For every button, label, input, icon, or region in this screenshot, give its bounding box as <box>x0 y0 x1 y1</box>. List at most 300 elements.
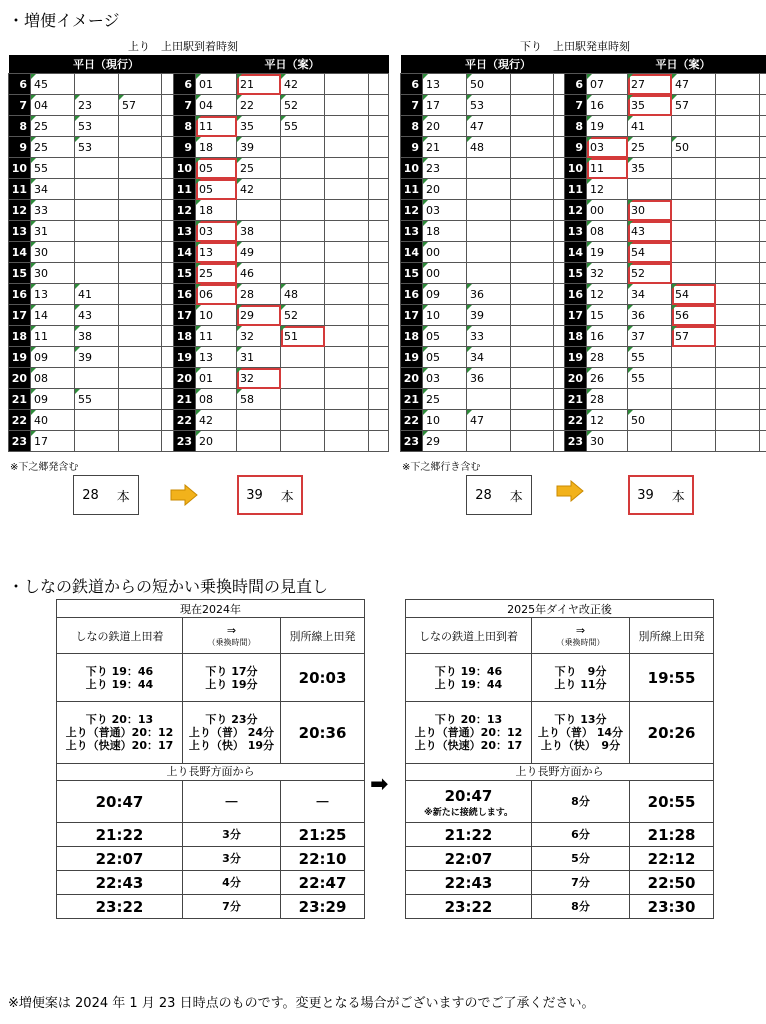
arrival-cell <box>57 654 183 702</box>
departure-cell: 20:36 <box>281 702 365 764</box>
timetable-row <box>565 200 766 221</box>
minute-cell: 35 <box>628 158 672 179</box>
up-proposed-count-unit: 本 <box>280 489 294 505</box>
minute-cell: 13 <box>423 74 467 95</box>
timetable-row <box>174 284 389 305</box>
departure-cell: 20:26 <box>630 702 714 764</box>
timetable-row <box>565 263 766 284</box>
hour-cell: 14 <box>174 242 196 263</box>
minute-cell <box>325 305 369 326</box>
minute-cell: 38 <box>75 326 119 347</box>
minute-cell: 12 <box>587 284 628 305</box>
timetable-row <box>174 326 389 347</box>
hour-cell: 22 <box>9 410 31 431</box>
hour-cell: 13 <box>401 221 423 242</box>
minute-cell: 46 <box>237 263 281 284</box>
minute-cell <box>760 74 766 95</box>
minute-cell <box>119 179 162 200</box>
transfer-line: 下り 23分 <box>205 713 258 726</box>
minute-cell: 47 <box>672 74 716 95</box>
arrival-cell <box>57 702 183 764</box>
minute-cell: 39 <box>75 347 119 368</box>
minute-cell: 43 <box>628 221 672 242</box>
minute-cell <box>369 347 389 368</box>
timetable-row <box>401 158 574 179</box>
minute-cell <box>760 200 766 221</box>
minute-cell <box>467 221 511 242</box>
minute-cell: 57 <box>119 95 162 116</box>
minute-cell <box>119 347 162 368</box>
col-header-arrival: しなの鉄道上田着 <box>57 618 183 654</box>
minute-cell: 35 <box>628 95 672 116</box>
minute-cell <box>75 74 119 95</box>
minute-cell <box>281 389 325 410</box>
departure-cell: 22:47 <box>281 871 365 895</box>
minute-cell <box>511 326 554 347</box>
minute-cell: 13 <box>196 347 237 368</box>
minute-cell <box>369 326 389 347</box>
section-title-transfer: ・しなの鉄道からの短かい乗換時間の見直し <box>8 577 329 596</box>
minute-cell: 36 <box>467 368 511 389</box>
up-caption-dir: 上り <box>128 40 150 53</box>
minute-cell <box>760 368 766 389</box>
transfer-line: 上り（快） 19分 <box>188 739 275 752</box>
transfer-cell <box>532 654 630 702</box>
hour-cell: 16 <box>565 284 587 305</box>
minute-cell: 52 <box>628 263 672 284</box>
minute-cell: 07 <box>587 74 628 95</box>
hour-cell: 16 <box>174 284 196 305</box>
minute-cell: 21 <box>423 137 467 158</box>
hour-cell: 9 <box>401 137 423 158</box>
minute-cell <box>716 368 760 389</box>
departure-cell: 20:55 <box>630 781 714 823</box>
hour-cell: 19 <box>9 347 31 368</box>
minute-cell: 49 <box>237 242 281 263</box>
arrival-cell: 23:22 <box>57 895 183 919</box>
hour-header <box>401 55 423 74</box>
hour-cell: 11 <box>401 179 423 200</box>
minute-cell <box>716 305 760 326</box>
minute-cell <box>511 116 554 137</box>
timetable-row <box>565 179 766 200</box>
minute-cell <box>628 389 672 410</box>
hour-cell: 7 <box>174 95 196 116</box>
hour-cell: 14 <box>565 242 587 263</box>
minute-cell <box>325 347 369 368</box>
section-title-increase: ・増便イメージ <box>8 11 120 30</box>
minute-cell: 00 <box>423 263 467 284</box>
minute-cell <box>760 389 766 410</box>
minute-cell <box>119 137 162 158</box>
timetable-row <box>401 410 574 431</box>
arrival-cell: 21:22 <box>406 823 532 847</box>
minute-cell <box>369 410 389 431</box>
minute-cell <box>716 221 760 242</box>
minute-cell <box>511 137 554 158</box>
minute-cell: 15 <box>587 305 628 326</box>
hour-cell: 20 <box>174 368 196 389</box>
transfer-cell: － <box>183 781 281 823</box>
timetable-row <box>9 368 182 389</box>
minute-cell: 13 <box>196 242 237 263</box>
down-current-count-value: 28 <box>475 487 492 503</box>
minute-cell: 32 <box>237 368 281 389</box>
timetable-row <box>565 242 766 263</box>
timetable-row <box>565 137 766 158</box>
minute-cell: 08 <box>587 221 628 242</box>
minute-cell <box>628 431 672 452</box>
minute-cell: 25 <box>628 137 672 158</box>
minute-cell <box>511 347 554 368</box>
arrow-icon: ⇒ <box>226 623 237 637</box>
minute-cell: 08 <box>31 368 75 389</box>
minute-cell <box>716 74 760 95</box>
minute-cell <box>281 347 325 368</box>
departure-cell: 20:03 <box>281 654 365 702</box>
hour-cell: 18 <box>401 326 423 347</box>
minute-cell: 48 <box>467 137 511 158</box>
minute-cell <box>511 284 554 305</box>
timetable-row <box>174 158 389 179</box>
minute-cell: 32 <box>237 326 281 347</box>
hour-cell: 10 <box>565 158 587 179</box>
minute-cell: 06 <box>196 284 237 305</box>
timetable-row <box>401 326 574 347</box>
minute-cell <box>237 410 281 431</box>
minute-cell <box>237 431 281 452</box>
minute-cell <box>325 200 369 221</box>
minute-cell <box>281 158 325 179</box>
transfer-sub: （乗換時間） <box>556 637 605 647</box>
minute-cell <box>760 95 766 116</box>
minute-cell: 53 <box>75 116 119 137</box>
minute-cell <box>716 431 760 452</box>
minute-cell: 05 <box>196 158 237 179</box>
timetable-row <box>174 221 389 242</box>
transfer-line: 上り 11分 <box>554 677 607 691</box>
minute-cell: 54 <box>628 242 672 263</box>
departure-cell: 23:30 <box>630 895 714 919</box>
minute-cell: 18 <box>196 137 237 158</box>
minute-cell <box>672 347 716 368</box>
minute-cell <box>75 221 119 242</box>
minute-cell: 50 <box>672 137 716 158</box>
timetable-down-current <box>400 55 574 452</box>
minute-cell <box>467 242 511 263</box>
minute-cell: 20 <box>423 179 467 200</box>
minute-cell: 25 <box>423 389 467 410</box>
col-header-transfer <box>532 618 630 654</box>
minute-cell <box>369 284 389 305</box>
transfer-cell: 5分 <box>532 847 630 871</box>
minute-cell <box>325 242 369 263</box>
minute-cell <box>369 263 389 284</box>
minute-cell <box>467 389 511 410</box>
timetable-row <box>401 389 574 410</box>
hour-cell: 15 <box>9 263 31 284</box>
minute-cell: 28 <box>587 389 628 410</box>
minute-cell <box>672 368 716 389</box>
arrival-cell: 22:07 <box>57 847 183 871</box>
timetable-header: 平日（案） <box>196 55 389 74</box>
hour-cell: 10 <box>9 158 31 179</box>
minute-cell: 57 <box>672 95 716 116</box>
timetable-row <box>565 221 766 242</box>
minute-cell <box>325 284 369 305</box>
arrival-line: 下り 20：13 <box>434 713 503 726</box>
minute-cell <box>119 74 162 95</box>
minute-cell <box>369 242 389 263</box>
hour-cell: 7 <box>9 95 31 116</box>
minute-cell <box>237 200 281 221</box>
minute-cell: 50 <box>467 74 511 95</box>
hour-cell: 17 <box>174 305 196 326</box>
timetable-row <box>174 179 389 200</box>
minute-cell: 11 <box>587 158 628 179</box>
arrival-cell: 22:43 <box>57 871 183 895</box>
minute-cell <box>672 116 716 137</box>
hour-cell: 22 <box>401 410 423 431</box>
minute-cell <box>672 158 716 179</box>
arrival-line: 下り 19：46 <box>434 664 503 678</box>
up-caption <box>128 38 238 54</box>
minute-cell: 45 <box>31 74 75 95</box>
departure-cell: － <box>281 781 365 823</box>
minute-cell <box>672 179 716 200</box>
minute-cell <box>760 284 766 305</box>
minute-cell: 38 <box>237 221 281 242</box>
up-current-count <box>73 475 139 515</box>
minute-cell <box>325 431 369 452</box>
minute-cell: 39 <box>237 137 281 158</box>
minute-cell <box>716 116 760 137</box>
minute-cell: 41 <box>628 116 672 137</box>
hour-cell: 20 <box>401 368 423 389</box>
minute-cell <box>511 368 554 389</box>
minute-cell <box>716 95 760 116</box>
minute-cell: 31 <box>237 347 281 368</box>
timetable-row <box>174 242 389 263</box>
minute-cell <box>119 410 162 431</box>
minute-cell: 19 <box>587 242 628 263</box>
minute-cell <box>75 200 119 221</box>
minute-cell: 55 <box>75 389 119 410</box>
minute-cell: 25 <box>196 263 237 284</box>
minute-cell <box>467 179 511 200</box>
arrival-cell: 21:22 <box>57 823 183 847</box>
timetable-row <box>174 137 389 158</box>
up-note: ※下之郷発含む <box>10 462 79 473</box>
minute-cell <box>511 431 554 452</box>
hour-cell: 23 <box>174 431 196 452</box>
hour-cell: 19 <box>565 347 587 368</box>
hour-header <box>9 55 31 74</box>
transfer-sub: （乗換時間） <box>207 637 256 647</box>
departure-cell: 23:29 <box>281 895 365 919</box>
minute-cell <box>119 305 162 326</box>
timetable-row <box>174 74 389 95</box>
minute-cell: 12 <box>587 410 628 431</box>
minute-cell: 30 <box>31 263 75 284</box>
subhead-nagano: 上り長野方面から <box>406 764 714 781</box>
minute-cell: 30 <box>31 242 75 263</box>
minute-cell <box>511 263 554 284</box>
minute-cell <box>75 368 119 389</box>
arrival-cell: 22:43 <box>406 871 532 895</box>
timetable-row <box>565 95 766 116</box>
timetable-row <box>565 389 766 410</box>
minute-cell <box>511 389 554 410</box>
arrival-cell <box>406 702 532 764</box>
minute-cell <box>760 326 766 347</box>
minute-cell: 16 <box>587 326 628 347</box>
minute-cell <box>369 95 389 116</box>
minute-cell: 36 <box>467 284 511 305</box>
transfer-cell: 6分 <box>532 823 630 847</box>
minute-cell <box>760 242 766 263</box>
minute-cell: 26 <box>587 368 628 389</box>
down-current-count-unit: 本 <box>509 489 523 505</box>
minute-cell: 10 <box>196 305 237 326</box>
transfer-cell: 8分 <box>532 895 630 919</box>
down-current-count <box>466 475 532 515</box>
hour-cell: 6 <box>174 74 196 95</box>
hour-cell: 21 <box>9 389 31 410</box>
col-header-departure: 別所線上田発 <box>630 618 714 654</box>
minute-cell: 48 <box>281 284 325 305</box>
minute-cell <box>325 221 369 242</box>
minute-cell: 05 <box>423 326 467 347</box>
minute-cell <box>672 410 716 431</box>
timetable-row <box>9 200 182 221</box>
hour-cell: 13 <box>174 221 196 242</box>
minute-cell <box>325 368 369 389</box>
timetable-row <box>9 137 182 158</box>
timetable-header: 平日（現行） <box>423 55 574 74</box>
minute-cell: 10 <box>423 410 467 431</box>
timetable-row <box>9 347 182 368</box>
minute-cell: 08 <box>196 389 237 410</box>
timetable-header: 平日（現行） <box>31 55 182 74</box>
minute-cell <box>672 221 716 242</box>
timetable-row <box>565 305 766 326</box>
minute-cell: 17 <box>31 431 75 452</box>
minute-cell: 04 <box>196 95 237 116</box>
timetable-row <box>401 263 574 284</box>
timetable-row <box>9 116 182 137</box>
hour-cell: 18 <box>565 326 587 347</box>
timetable-row <box>401 74 574 95</box>
hour-cell: 12 <box>9 200 31 221</box>
transfer-line: 上り（快） 9分 <box>540 739 621 752</box>
minute-cell <box>672 263 716 284</box>
timetable-row <box>401 200 574 221</box>
minute-cell: 00 <box>423 242 467 263</box>
hour-cell: 9 <box>565 137 587 158</box>
minute-cell: 55 <box>628 347 672 368</box>
minute-cell <box>119 389 162 410</box>
hour-cell: 12 <box>401 200 423 221</box>
minute-cell: 05 <box>423 347 467 368</box>
minute-cell <box>760 158 766 179</box>
hour-cell: 14 <box>401 242 423 263</box>
up-caption-desc: 上田駅到着時刻 <box>161 40 238 53</box>
transfer-cell: 8分 <box>532 781 630 823</box>
minute-cell: 25 <box>31 137 75 158</box>
minute-cell <box>369 74 389 95</box>
minute-cell <box>119 263 162 284</box>
timetable-row <box>401 347 574 368</box>
hour-cell: 17 <box>565 305 587 326</box>
minute-cell: 01 <box>196 74 237 95</box>
arrival-line: 上り（快速）20：17 <box>65 739 174 752</box>
hour-cell: 7 <box>565 95 587 116</box>
minute-cell <box>716 389 760 410</box>
minute-cell <box>119 284 162 305</box>
minute-cell <box>369 368 389 389</box>
transfer-cell <box>532 702 630 764</box>
transfer-table-after <box>405 599 714 919</box>
minute-cell <box>75 263 119 284</box>
timetable-row <box>565 116 766 137</box>
departure-cell: 21:28 <box>630 823 714 847</box>
hour-cell: 23 <box>565 431 587 452</box>
minute-cell <box>75 179 119 200</box>
arrival-line: 上り（普通）20：12 <box>65 726 174 739</box>
col-header-transfer <box>183 618 281 654</box>
hour-cell: 23 <box>401 431 423 452</box>
minute-cell <box>369 431 389 452</box>
timetable-row <box>565 368 766 389</box>
minute-cell <box>119 200 162 221</box>
minute-cell <box>325 410 369 431</box>
timetable-row <box>174 263 389 284</box>
minute-cell: 29 <box>237 305 281 326</box>
minute-cell: 47 <box>467 116 511 137</box>
hour-cell: 6 <box>565 74 587 95</box>
hour-cell: 23 <box>9 431 31 452</box>
arrival-line: 上り 19：44 <box>434 677 503 691</box>
timetable-row <box>9 158 182 179</box>
minute-cell: 12 <box>587 179 628 200</box>
minute-cell <box>716 263 760 284</box>
hour-cell: 21 <box>174 389 196 410</box>
transfer-line: 上り（普） 24分 <box>188 726 275 739</box>
transfer-cell: 7分 <box>532 871 630 895</box>
hour-cell: 18 <box>9 326 31 347</box>
hour-cell: 19 <box>401 347 423 368</box>
arrival-line: 上り（快速）20：17 <box>414 739 523 752</box>
minute-cell: 43 <box>75 305 119 326</box>
minute-cell <box>511 221 554 242</box>
arrival-line: 下り 19：46 <box>85 664 154 678</box>
timetable-row <box>174 347 389 368</box>
timetable-row <box>565 74 766 95</box>
timetable-row <box>174 410 389 431</box>
transfer-cell: 4分 <box>183 871 281 895</box>
minute-cell <box>716 410 760 431</box>
minute-cell: 53 <box>75 137 119 158</box>
minute-cell: 16 <box>587 95 628 116</box>
minute-cell <box>325 263 369 284</box>
minute-cell: 09 <box>423 284 467 305</box>
timetable-row <box>9 74 182 95</box>
timetable-row <box>174 368 389 389</box>
minute-cell <box>119 431 162 452</box>
transfer-cell <box>183 702 281 764</box>
timetable-down-proposed <box>564 55 766 452</box>
